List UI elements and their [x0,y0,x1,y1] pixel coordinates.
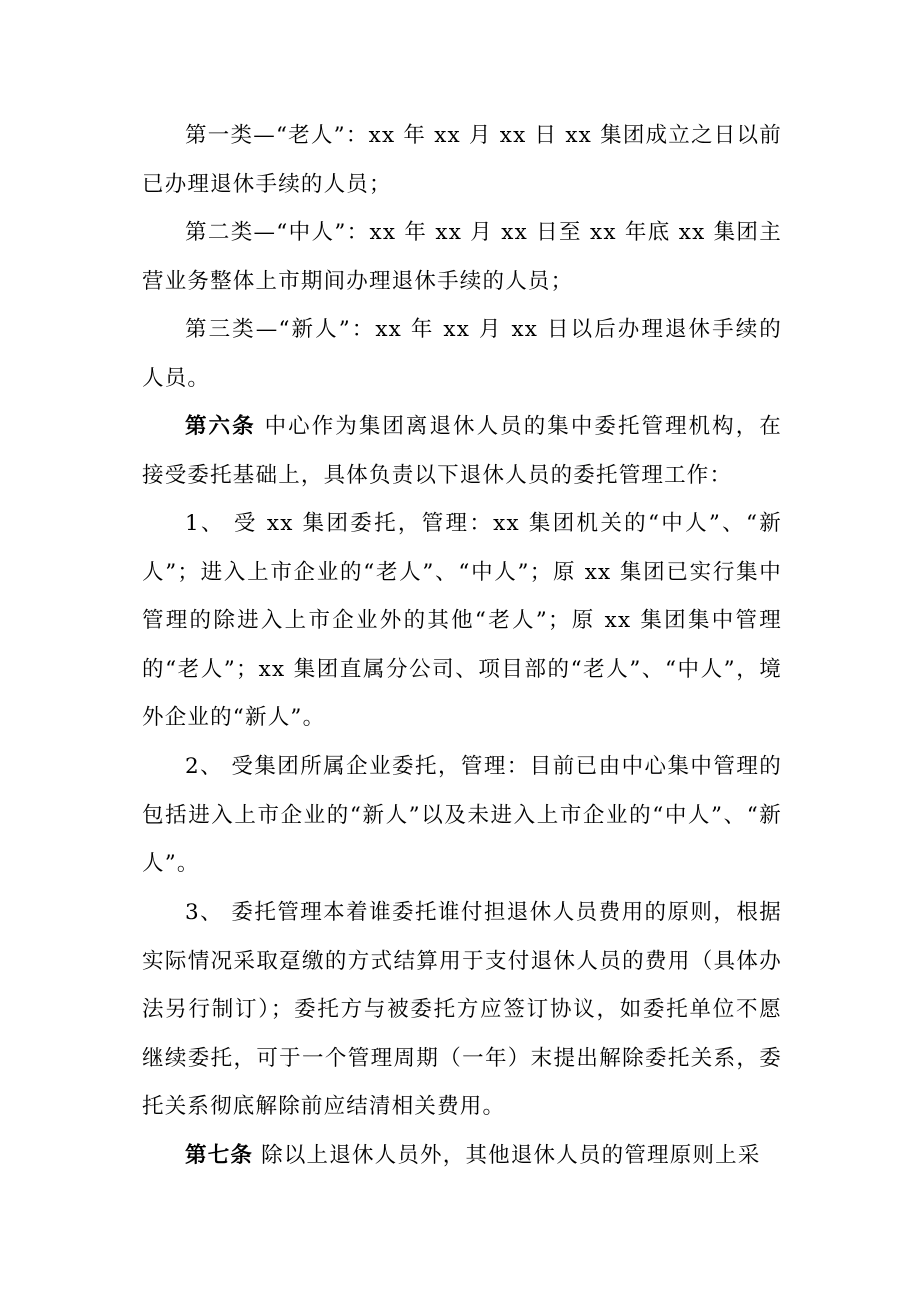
paragraph-text: 1、 受 xx 集团委托，管理：xx 集团机关的“中人”、“新人”；进入上市企业的“老人”、“中人”；原 xx 集团已实行集中管理的除进入上市企业外的其他“老人”；原 xx 集团集中管理的“老人”；xx 集团直属分公司、项目部的“老人”、“中人”，境外企业的“新人”。 [142,511,782,731]
article-six-item-1 [142,500,782,743]
article-six-heading: 第六条 [185,414,256,439]
paragraph-text: 第三类—“新人”：xx 年 xx 月 xx 日以后办理退休手续的人员。 [142,317,782,391]
paragraph-category-three [142,306,782,403]
article-six-item-2 [142,743,782,889]
article-six [142,403,782,500]
paragraph-text: 第二类—“中人”：xx 年 xx 月 xx 日至 xx 年底 xx 集团主营业务整体上市期间办理退休手续的人员； [142,220,782,294]
paragraph-text: 除以上退休人员外，其他退休人员的管理原则上采 [253,1143,761,1168]
paragraph-category-two [142,209,782,306]
paragraph-text: 3、 委托管理本着谁委托谁付担退休人员费用的原则，根据实际情况采取趸缴的方式结算用于支付退休人员的费用（具体办法另行制订）；委托方与被委托方应签订协议，如委托单位不愿继续委托，可于一个管理周期（一年）末提出解除委托关系，委托关系彻底解除前应结清相关费用。 [142,900,782,1120]
article-seven-heading: 第七条 [185,1143,254,1168]
paragraph-text: 第一类—“老人”：xx 年 xx 月 xx 日 xx 集团成立之日以前已办理退休手续的人员； [142,123,782,197]
article-six-item-3 [142,889,782,1132]
paragraph-category-one [142,112,782,209]
article-seven [142,1132,782,1181]
paragraph-text: 2、 受集团所属企业委托，管理：目前已由中心集中管理的包括进入上市企业的“新人”以及未进入上市企业的“中人”、“新人”。 [142,754,782,877]
paragraph-text: 中心作为集团离退休人员的集中委托管理机构，在接受委托基础上，具体负责以下退休人员的委托管理工作： [142,414,783,488]
